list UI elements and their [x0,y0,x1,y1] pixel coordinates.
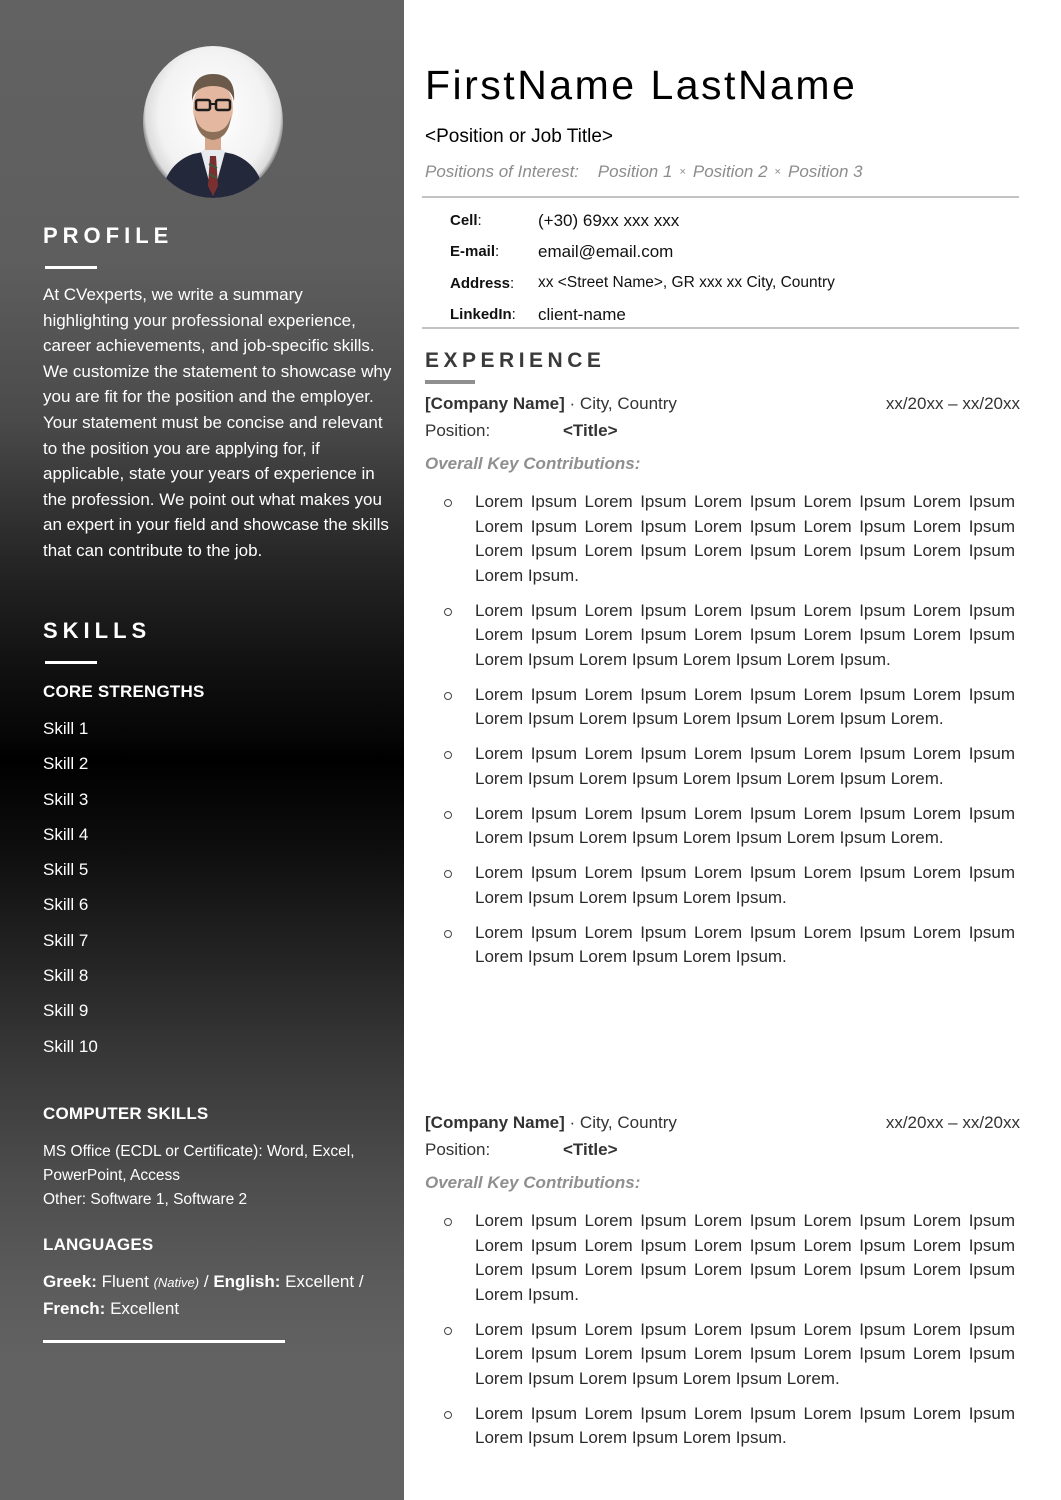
skill-item: Skill 8 [43,966,89,986]
position-title: <Title> [563,421,618,440]
skill-item: Skill 5 [43,860,89,880]
core-strengths-heading: CORE STRENGTHS [43,682,205,701]
position-title: <Title> [563,1140,618,1159]
contribution-item: Lorem Ipsum Lorem Ipsum Lorem Ipsum Lorem Ipsum Lorem Ipsum Lorem Ipsum Lorem Ipsum Lorem Ipsum Lorem Ipsum Lorem Ipsum Lorem Ipsum Lorem Ipsum Lorem Ipsum Lorem Ipsum. [425,599,1015,673]
experience-heading: EXPERIENCE [425,349,606,372]
circle-bullet-icon [444,751,452,759]
contact-email-row [450,236,835,267]
position-of-interest: Position 1 [597,162,673,181]
position-of-interest: Position 2 [692,162,768,181]
language-name: English: [213,1272,281,1291]
computer-skills-text [43,1140,393,1212]
email-value[interactable]: email@email.com [538,241,674,261]
separator-x-icon: × [774,166,781,178]
contributions-heading: Overall Key Contributions: [425,454,641,473]
skill-item: Skill 9 [43,1001,89,1021]
company-line [425,390,1020,417]
company-location: · City, Country [564,1113,677,1132]
contribution-item: Lorem Ipsum Lorem Ipsum Lorem Ipsum Lorem Ipsum Lorem Ipsum Lorem Ipsum Lorem Ipsum Lorem Ipsum Lorem Ipsum Lorem Ipsum Lorem Ipsum Lorem Ipsum Lorem Ipsum Lorem Ipsum Lorem Ipsum Lorem Ipsum. [425,490,1015,588]
language-note: (Native) [153,1275,200,1290]
contribution-item: Lorem Ipsum Lorem Ipsum Lorem Ipsum Lorem Ipsum Lorem Ipsum Lorem Ipsum Lorem Ipsum Lorem Ipsum. [425,1402,1015,1451]
sidebar-bottom-rule [43,1340,285,1343]
contribution-item: Lorem Ipsum Lorem Ipsum Lorem Ipsum Lorem Ipsum Lorem Ipsum Lorem Ipsum Lorem Ipsum Lorem Ipsum Lorem Ipsum Lorem Ipsum Lorem Ipsum Lorem Ipsum Lorem Ipsum Lorem. [425,1318,1015,1392]
label-colon: : [510,274,515,292]
position-line [425,417,1020,444]
label-colon: : [495,243,500,261]
circle-bullet-icon [444,930,452,938]
company-location: · City, Country [564,394,677,413]
profile-heading: PROFILE [43,223,174,248]
position-line [425,1136,1020,1163]
candidate-name: FirstName LastName [425,62,858,108]
circle-bullet-icon [444,811,452,819]
language-level: Excellent [110,1299,180,1318]
skill-item: Skill 6 [43,895,89,915]
skill-item: Skill 10 [43,1036,98,1056]
positions-of-interest [425,162,863,182]
company-name: [Company Name] [425,1113,565,1132]
skills-heading-rule [45,661,97,664]
computer-skills-office: MS Office (ECDL or Certificate): Word, Excel, PowerPoint, Access [43,1143,355,1184]
language-name: French: [43,1299,106,1318]
contact-cell-row [450,205,835,236]
contact-info [450,205,835,330]
circle-bullet-icon [444,499,452,507]
language-level: Fluent [101,1272,149,1291]
computer-skills-heading: COMPUTER SKILLS [43,1104,209,1123]
languages-heading: LANGUAGES [43,1235,154,1254]
languages-text [43,1269,393,1322]
linkedin-label: LinkedIn [450,306,512,324]
contributions-heading: Overall Key Contributions: [425,1173,641,1192]
sidebar [0,0,404,1500]
skill-item: Skill 4 [43,824,89,844]
position-of-interest: Position 3 [787,162,863,181]
contribution-item: Lorem Ipsum Lorem Ipsum Lorem Ipsum Lorem Ipsum Lorem Ipsum Lorem Ipsum Lorem Ipsum Lorem Ipsum Lorem Ipsum Lorem. [425,683,1015,732]
email-label: E-mail [450,243,496,261]
job-title: <Position or Job Title> [425,126,613,147]
address-label: Address [450,274,511,292]
company-line [425,1109,1020,1136]
address-value: xx <Street Name>, GR xxx xx City, Country [538,274,835,292]
circle-bullet-icon [444,1411,452,1419]
header-divider [422,196,1019,198]
experience-entry [425,1109,1020,1461]
contribution-item: Lorem Ipsum Lorem Ipsum Lorem Ipsum Lorem Ipsum Lorem Ipsum Lorem Ipsum Lorem Ipsum Lorem Ipsum Lorem Ipsum Lorem. [425,802,1015,851]
profile-heading-rule [45,266,97,269]
profile-summary: At CVexperts, we write a summary highlighting your professional experience, career achievements, and job-specific skills. We customize the statement to showcase why you are fit for the position and the employer. Your statement must be concise and relevant to the position you are applying for, if applicable, state your years of experience in the profession. We point out what makes you an expert in your field and showcase the skills that can contribute to the job. [43,285,392,560]
skill-item: Skill 3 [43,789,89,809]
language-separator: / [203,1272,209,1291]
position-label: Position: [425,1140,491,1159]
cell-value: (+30) 69xx xxx xxx [538,210,680,230]
language-separator: / [358,1272,364,1291]
circle-bullet-icon [444,1327,452,1335]
contributions-list [425,490,1020,970]
experience-heading-rule [425,380,475,384]
label-colon: : [477,212,482,230]
contribution-item: Lorem Ipsum Lorem Ipsum Lorem Ipsum Lorem Ipsum Lorem Ipsum Lorem Ipsum Lorem Ipsum Lorem Ipsum Lorem Ipsum Lorem. [425,742,1015,791]
contact-linkedin-row [450,299,835,330]
contact-divider [422,327,1019,329]
language-name: Greek: [43,1272,97,1291]
skill-item: Skill 1 [43,719,89,738]
contribution-item: Lorem Ipsum Lorem Ipsum Lorem Ipsum Lorem Ipsum Lorem Ipsum Lorem Ipsum Lorem Ipsum Lorem Ipsum. [425,861,1015,910]
circle-bullet-icon [444,1218,452,1226]
contributions-list [425,1209,1020,1451]
label-colon: : [511,306,516,324]
core-strengths-list [43,718,98,1071]
contact-address-row [450,268,835,299]
main-content [404,0,1061,1500]
linkedin-value[interactable]: client-name [538,304,626,324]
skills-heading: SKILLS [43,618,152,643]
positions-of-interest-label: Positions of Interest: [425,162,580,181]
skill-item: Skill 7 [43,930,89,950]
circle-bullet-icon [444,692,452,700]
employment-dates: xx/20xx – xx/20xx [885,1113,1020,1132]
position-label: Position: [425,421,491,440]
computer-skills-other: Other: Software 1, Software 2 [43,1191,248,1208]
skill-item: Skill 2 [43,754,89,774]
employment-dates: xx/20xx – xx/20xx [885,394,1020,413]
language-level: Excellent [285,1272,355,1291]
experience-entry [425,390,1020,980]
company-name: [Company Name] [425,394,565,413]
circle-bullet-icon [444,870,452,878]
contribution-item: Lorem Ipsum Lorem Ipsum Lorem Ipsum Lorem Ipsum Lorem Ipsum Lorem Ipsum Lorem Ipsum Lorem Ipsum. [425,921,1015,970]
separator-x-icon: × [679,166,686,178]
person-portrait-icon [143,46,283,198]
profile-photo [143,46,283,198]
contribution-item: Lorem Ipsum Lorem Ipsum Lorem Ipsum Lorem Ipsum Lorem Ipsum Lorem Ipsum Lorem Ipsum Lorem Ipsum Lorem Ipsum Lorem Ipsum Lorem Ipsum Lorem Ipsum Lorem Ipsum Lorem Ipsum Lorem Ipsum Lorem Ipsum. [425,1209,1015,1307]
circle-bullet-icon [444,608,452,616]
cell-label: Cell [450,212,478,230]
